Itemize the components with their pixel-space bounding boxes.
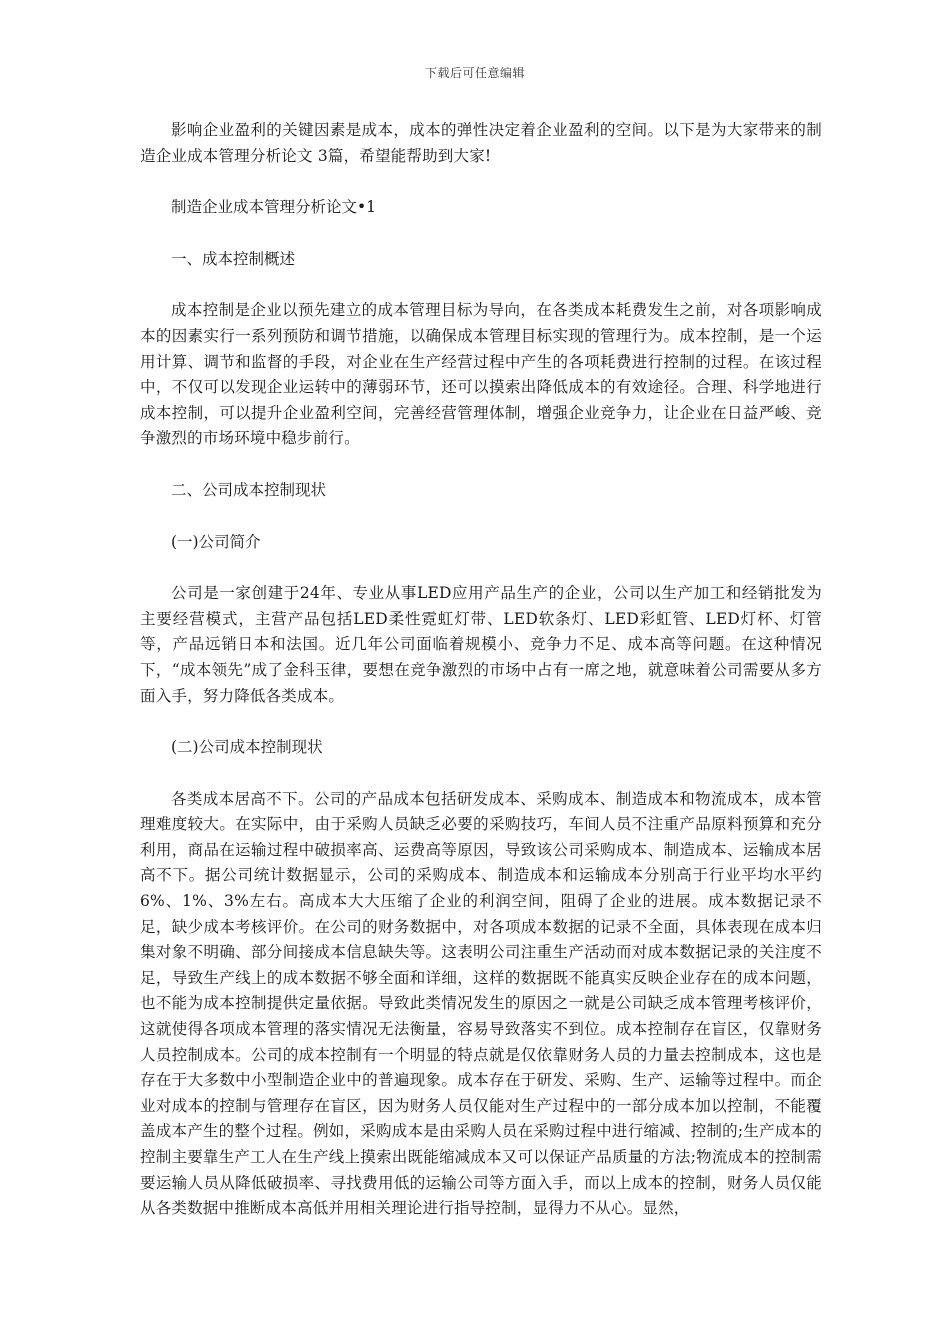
page-header: 下载后可任意编辑 [424, 66, 525, 80]
section-heading-1: 一、成本控制概述 [171, 249, 296, 268]
intro-paragraph: 影响企业盈利的关键因素是成本，成本的弹性决定着企业盈利的空间。以下是为大家带来的制造企业成本管理分析论文 3篇，希望能帮助到大家! [140, 121, 822, 165]
subsection-heading-1: (一)公司简介 [171, 532, 261, 551]
article-title: 制造企业成本管理分析论文•1 [171, 198, 377, 217]
section-1-paragraph: 成本控制是企业以预先建立的成本管理目标为导向，在各类成本耗费发生之前，对各项影响成本的因素实行一系列预防和调节措施，以确保成本管理目标实现的管理行为。成本控制，是一个运用计算、调节和监督的手段，对企业在生产经营过程中产生的各项耗费进行控制的过程。在该过程中，不仅可以发现企业运转中的薄弱环节，还可以摸索出降低成本的有效途径。合理、科学地进行成本控制，可以提升企业盈利空间，完善经营管理体制，增强企业竞争力，让企业在日益严峻、竞争激烈的市场环境中稳步前行。 [140, 301, 822, 448]
subsection-1-paragraph: 公司是一家创建于24年、专业从事LED应用产品生产的企业，公司以生产加工和经销批发为主要经营模式，主营产品包括LED柔性霓虹灯带、LED软条灯、LED彩虹管、LED灯杯、灯管等，产品远销日本和法国。近几年公司面临着规模小、竞争力不足、成本高等问题。在这种情况下，“成本领先”成了金科玉律，要想在竞争激烈的市场中占有一席之地，就意味着公司需要从多方面入手，努力降低各类成本。 [140, 584, 822, 705]
subsection-2-paragraph: 各类成本居高不下。公司的产品成本包括研发成本、采购成本、制造成本和物流成本，成本管理难度较大。在实际中，由于采购人员缺乏必要的采购技巧，车间人员不注重产品原料预算和充分利用，商品在运输过程中破损率高、运费高等原因，导致该公司采购成本、制造成本、运输成本居高不下。据公司统计数据显示，公司的采购成本、制造成本和运输成本分别高于行业平均水平约6%、1%、3%左右。高成本大大压缩了企业的利润空间，阻碍了企业的进展。成本数据记录不足，缺少成本考核评价。在公司的财务数据中，对各项成本数据的记录不全面，具体表现在成本归集对象不明确、部分间接成本信息缺失等。这表明公司注重生产活动而对成本数据记录的关注度不足，导致生产线上的成本数据不够全面和详细，这样的数据既不能真实反映企业存在的成本问题，也不能为成本控制提供定量依据。导致此类情况发生的原因之一就是公司缺乏成本管理考核评价，这就使得各项成本管理的落实情况无法衡量，容易导致落实不到位。成本控制存在盲区，仅靠财务人员控制成本。公司的成本控制有一个明显的特点就是仅依靠财务人员的力量去控制成本，这也是存在于大多数中小型制造企业中的普遍现象。成本存在于研发、采购、生产、运输等过程中。而企业对成本的控制与管理存在盲区，因为财务人员仅能对生产过程中的一部分成本加以控制，不能覆盖成本产生的整个过程。例如，采购成本是由采购人员在采购过程中进行缩减、控制的;生产成本的控制主要靠生产工人在生产线上摸索出既能缩减成本又可以保证产品质量的方法;物流成本的控制需要运输人员从降低破损率、寻找费用低的运输公司等方面入手，而以上成本的控制，财务人员仅能从各类数据中推断成本高低并用相关理论进行指导控制，显得力不从心。显然， [140, 789, 822, 1218]
subsection-heading-2: (二)公司成本控制现状 [171, 738, 323, 757]
section-heading-2: 二、公司成本控制现状 [171, 480, 327, 499]
document-body [140, 118, 822, 1248]
